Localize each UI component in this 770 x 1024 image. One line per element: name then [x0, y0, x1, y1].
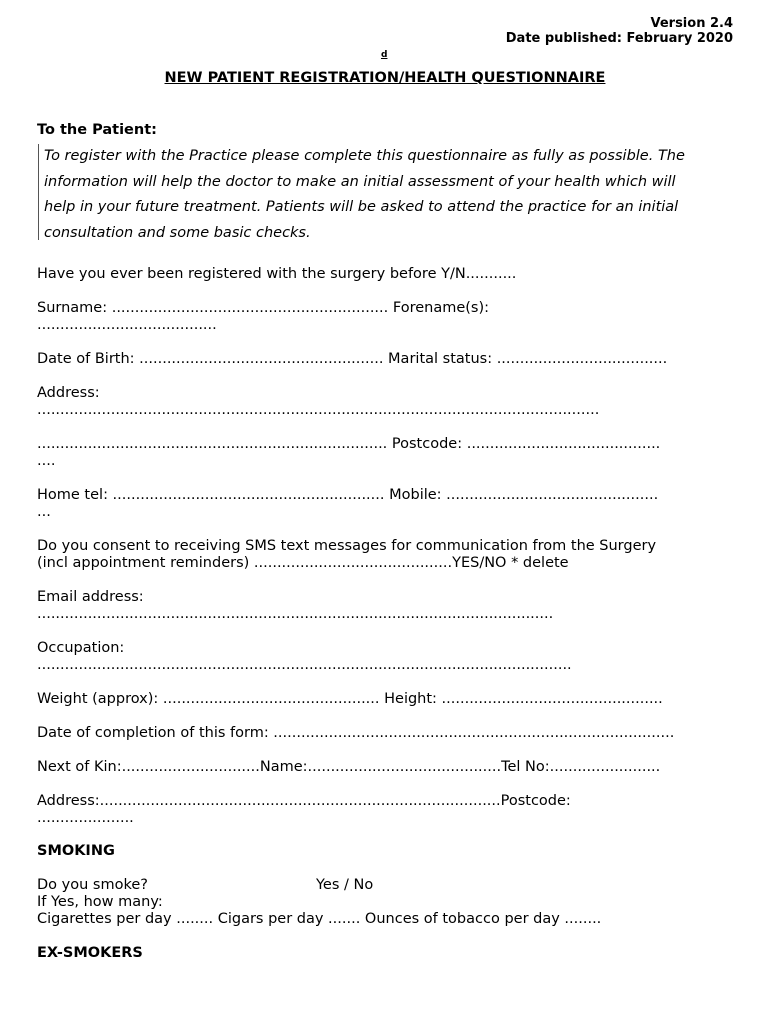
nok-postcode-continuation[interactable]: ..................... — [37, 810, 134, 826]
small-mark: d — [381, 50, 388, 60]
sms-consent-field[interactable]: (incl appointment reminders) ...........................................YES/NO * delete — [37, 555, 569, 571]
if-yes-label: If Yes, how many: — [37, 894, 163, 910]
weight-height-field[interactable]: Weight (approx): ............................................... Height: ................................................ — [37, 691, 663, 707]
intro-line: help in your future treatment. Patients will be asked to attend the practice for an initial — [44, 199, 679, 215]
intro-heading: To the Patient: — [37, 122, 157, 138]
email-label: Email address: — [37, 589, 144, 605]
intro-paragraph — [38, 144, 744, 240]
address-line-1[interactable]: .......................................................................................................................... — [37, 402, 600, 418]
smoke-question: Do you smoke? — [37, 877, 148, 893]
home-tel-mobile-field[interactable]: Home tel: ........................................................... Mobile: .............................................. — [37, 487, 659, 503]
date-published-label: Date published: February 2020 — [505, 31, 733, 46]
intro-line: To register with the Practice please complete this questionnaire as fully as possible. The — [44, 148, 685, 164]
smoking-amounts-field[interactable]: Cigarettes per day ........ Cigars per day ....... Ounces of tobacco per day ........ — [37, 911, 602, 927]
ex-smokers-heading: EX-SMOKERS — [37, 945, 143, 961]
occupation-label: Occupation: — [37, 640, 125, 656]
address-label: Address: — [37, 385, 100, 401]
occupation-field[interactable]: .................................................................................................................... — [37, 657, 572, 673]
forename-continuation[interactable]: ....................................... — [37, 317, 217, 333]
form-title: NEW PATIENT REGISTRATION/HEALTH QUESTIONNAIRE — [164, 70, 606, 86]
intro-line: information will help the doctor to make an initial assessment of your health which will — [44, 173, 676, 190]
sms-consent-question: Do you consent to receiving SMS text messages for communication from the Surgery — [37, 538, 657, 554]
nok-address-field[interactable]: Address:.......................................................................................Postcode: — [37, 793, 571, 809]
registered-before-field[interactable]: Have you ever been registered with the surgery before Y/N........... — [37, 266, 517, 282]
mobile-continuation[interactable]: ... — [37, 504, 51, 520]
version-label: Version 2.4 — [650, 16, 733, 31]
completion-date-field[interactable]: Date of completion of this form: ....................................................................................... — [37, 725, 675, 741]
surname-forename-field[interactable]: Surname: ............................................................ Forename(s): — [37, 300, 490, 316]
address-postcode-field[interactable]: ............................................................................ Postcode: .......................................... — [37, 436, 661, 452]
smoke-answer[interactable]: Yes / No — [316, 877, 374, 893]
email-field[interactable]: ................................................................................................................ — [37, 606, 554, 622]
dob-marital-field[interactable]: Date of Birth: ..................................................... Marital status: ..................................... — [37, 351, 668, 367]
intro-line: consultation and some basic checks. — [44, 224, 311, 241]
smoking-heading: SMOKING — [37, 843, 115, 859]
postcode-continuation[interactable]: .... — [37, 453, 56, 469]
next-of-kin-field[interactable]: Next of Kin:..............................Name:..........................................Tel No:........................ — [37, 759, 661, 775]
